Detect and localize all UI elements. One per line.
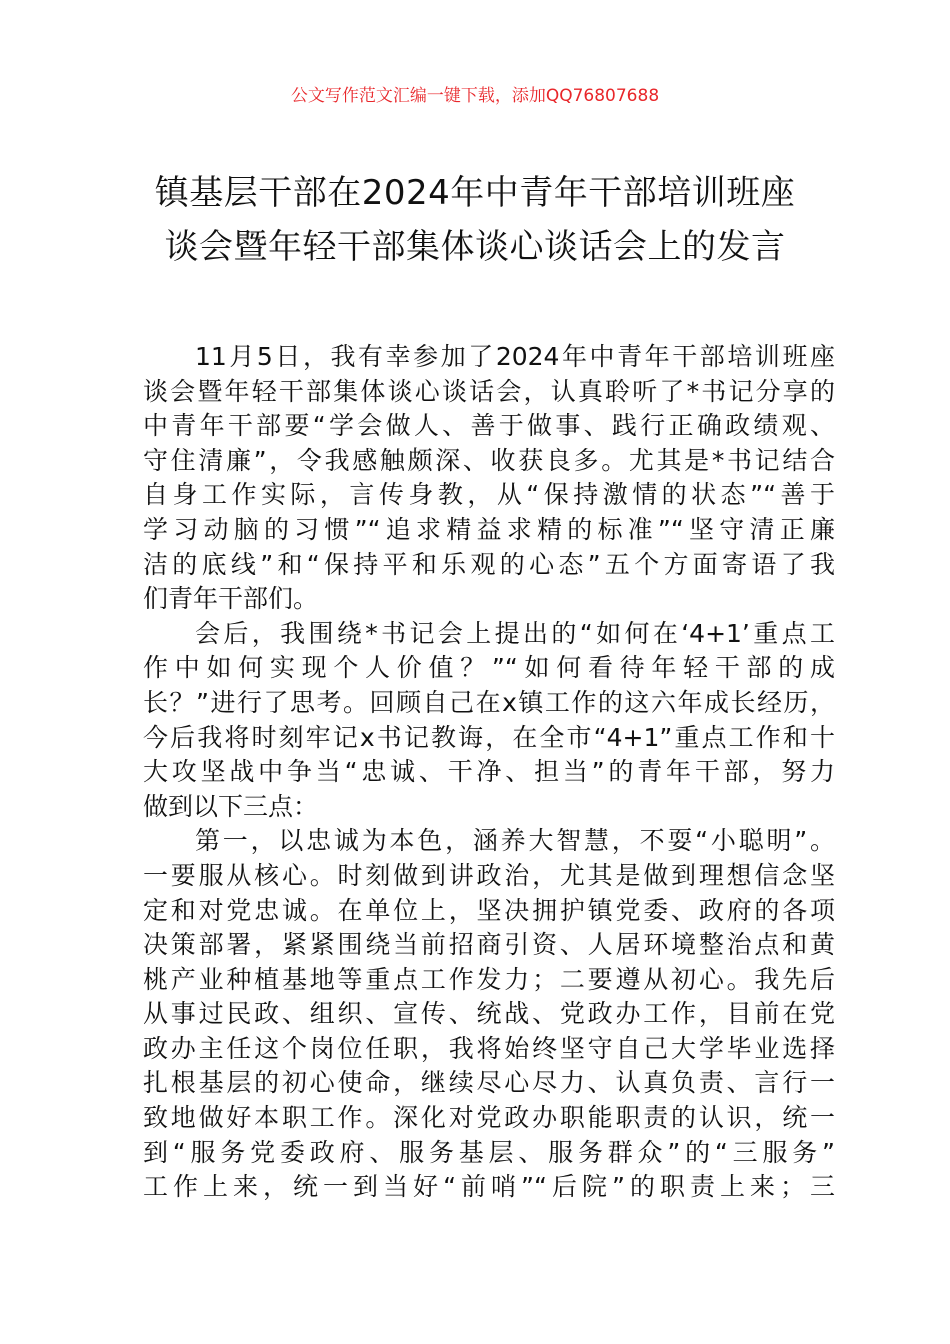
paragraph-3-line: 工作上来，统一到当好“前哨”“后院”的职责上来；三 <box>143 1172 835 1202</box>
paragraph-3-line: 从事过民政、组织、宣传、统战、党政办工作，目前在党 <box>143 999 835 1029</box>
download-promo-banner: 公文写作范文汇编一键下载，添加QQ76807688 <box>290 86 660 106</box>
paragraph-1-line: 守住清廉”，令我感触颇深、收获良多。尤其是*书记结合 <box>143 445 835 475</box>
paragraph-1-line: 谈会暨年轻干部集体谈心谈话会，认真聆听了*书记分享的 <box>143 376 835 406</box>
paragraph-3-line: 致地做好本职工作。深化对党政办职能职责的认识，统一 <box>143 1103 835 1133</box>
document-title <box>120 166 830 274</box>
title-line-2: 谈会暨年轻干部集体谈心谈话会上的发言 <box>164 227 786 267</box>
paragraph-3-line: 政办主任这个岗位任职，我将始终坚守自己大学毕业选择 <box>143 1033 835 1063</box>
paragraph-2-line: 长？”进行了思考。回顾自己在x镇工作的这六年成长经历， <box>143 687 835 717</box>
paragraph-3-line: 决策部署，紧紧围绕当前招商引资、人居环境整治点和黄 <box>143 930 835 960</box>
paragraph-2-line: 会后，我围绕*书记会上提出的“如何在‘4+1’重点工 <box>195 618 835 648</box>
paragraph-1-line: 自身工作实际，言传身教，从“保持激情的状态”“善于 <box>143 480 835 510</box>
document-body <box>143 340 835 1205</box>
paragraph-2-line: 作中如何实现个人价值？”“如何看待年轻干部的成 <box>143 653 835 683</box>
paragraph-1-line: 中青年干部要“学会做人、善于做事、践行正确政绩观、 <box>143 411 835 441</box>
paragraph-1-line: 洁的底线”和“保持平和乐观的心态”五个方面寄语了我 <box>143 549 835 579</box>
paragraph-1-line: 11月5日，我有幸参加了2024年中青年干部培训班座 <box>195 342 835 371</box>
title-line-1: 镇基层干部在2024年中青年干部培训班座 <box>154 173 796 213</box>
paragraph-2-line: 做到以下三点： <box>143 791 319 821</box>
paragraph-3-line: 定和对党忠诚。在单位上，坚决拥护镇党委、政府的各项 <box>143 895 835 925</box>
paragraph-1-line: 们青年干部们。 <box>143 584 319 614</box>
paragraph-3-line: 第一，以忠诚为本色，涵养大智慧，不耍“小聪明”。 <box>195 826 835 856</box>
paragraph-1-line: 学习动脑的习惯”“追求精益求精的标准”“坚守清正廉 <box>143 514 835 544</box>
paragraph-3-line: 扎根基层的初心使命，继续尽心尽力、认真负责、言行一 <box>143 1068 835 1098</box>
paragraph-3-line: 一要服从核心。时刻做到讲政治，尤其是做到理想信念坚 <box>143 860 835 890</box>
paragraph-3-line: 桃产业种植基地等重点工作发力；二要遵从初心。我先后 <box>143 964 835 994</box>
paragraph-2-line: 今后我将时刻牢记x书记教诲，在全市“4+1”重点工作和十 <box>143 722 835 752</box>
paragraph-2-line: 大攻坚战中争当“忠诚、干净、担当”的青年干部，努力 <box>143 757 835 787</box>
paragraph-3-line: 到“服务党委政府、服务基层、服务群众”的“三服务” <box>143 1137 835 1167</box>
